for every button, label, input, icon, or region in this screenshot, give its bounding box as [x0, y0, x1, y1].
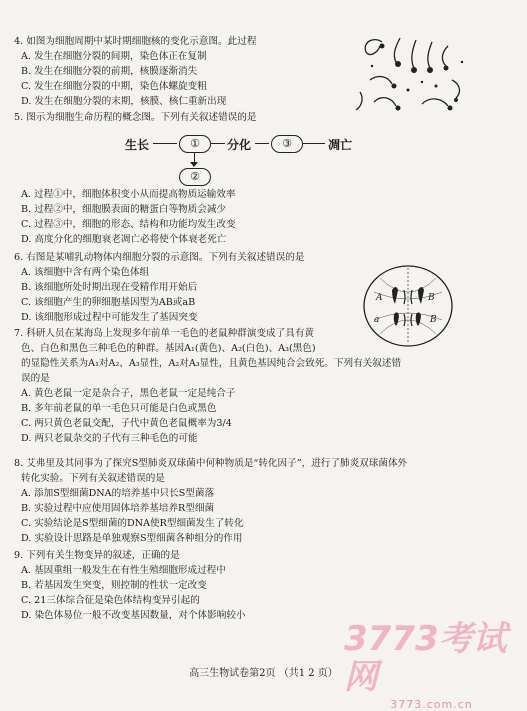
- flow-node-2: ②: [179, 168, 211, 186]
- question-9: [14, 548, 514, 623]
- gene-label-lower-b: B: [430, 315, 437, 325]
- question-7: [14, 326, 514, 446]
- question-9-stem: 9. 下列有关生物变异的叙述，正确的是: [14, 550, 180, 561]
- question-7-option-b: B. 多年前老鼠的单一毛色只可能是白色或黑色: [21, 403, 217, 414]
- question-7-stem-line-4: 误的是: [21, 373, 50, 384]
- question-7-stem-line-2: 色、白色和黑色三种毛色的种群。基因A₁(黄色)、A₂(白色)、A₃(黑色): [21, 343, 316, 354]
- flow-arrow-down-icon: [190, 162, 198, 167]
- flow-start-label: 生长: [125, 138, 150, 152]
- flow-line-1: [153, 143, 177, 144]
- question-9-option-b: B. 若基因发生突变，则控制的性状一定改变: [21, 580, 207, 591]
- flow-line-2: [211, 143, 225, 144]
- gene-label-lower-a: a: [374, 315, 380, 325]
- question-9-option-d: D. 染色体易位一般不改变基因数量，对个体影响较小: [21, 610, 246, 621]
- flow-mid-label: 分化: [227, 138, 252, 152]
- question-7-stem-line-3: 的显隐性关系为A₁对A₂、A₃显性，A₂对A₃显性，且黄色基因纯合会致死。下列有关叙述错: [21, 358, 402, 369]
- question-7-option-a: A. 黄色老鼠一定是杂合子，黑色老鼠一定是纯合子: [21, 388, 236, 399]
- life-process-diagram: [125, 132, 365, 192]
- flow-end-label: 凋亡: [328, 138, 353, 152]
- question-8-option-d: D. 实验设计思路是单独观察S型细菌各种组分的作用: [21, 533, 243, 544]
- question-4-option-a: A. 发生在细胞分裂的间期，染色体正在复制: [21, 51, 207, 62]
- watermark-url: 3773.com.cn: [390, 698, 473, 711]
- question-7-stem-line-1: 7. 科研人员在某海岛上发现多年前单一毛色的老鼠种群演变成了具有黄: [14, 328, 315, 339]
- flow-node-1: ①: [179, 135, 211, 153]
- flow-line-3: [255, 143, 269, 144]
- flow-node-3: ③: [271, 135, 303, 153]
- question-5-options: [14, 187, 514, 247]
- question-5-option-b: B. 过程②中，细胞膜表面的糖蛋白等物质会减少: [21, 204, 227, 215]
- question-8-option-c: C. 实验结论是S型细菌的DNA使R型细菌发生了转化: [21, 518, 244, 529]
- question-9-option-c: C. 21三体综合征是染色体结构变异引起的: [21, 595, 200, 606]
- page-footer: 高三生物试卷第2页 （共1 2 页）: [189, 668, 338, 679]
- question-4-stem: 4. 如图为细胞周期中某时期细胞核的变化示意图。此过程: [14, 36, 257, 47]
- question-8-stem-line-2: 转化实验。下列有关叙述错误的是: [21, 473, 165, 484]
- question-5-option-d: D. 高度分化的细胞衰老凋亡必将使个体衰老死亡: [21, 234, 227, 245]
- question-5: [14, 110, 514, 125]
- question-6-option-a: A. 该细胞中含有两个染色体组: [21, 267, 150, 278]
- question-7-option-d: D. 两只老鼠杂交的子代有三种毛色的可能: [21, 433, 198, 444]
- cell-nucleus-figure: [352, 32, 472, 122]
- question-9-option-a: A. 基因重组一般发生在有性生殖细胞形成过程中: [21, 565, 226, 576]
- question-8-option-b: B. 实验过程中应使用固体培养基培养R型细菌: [21, 503, 215, 514]
- flow-line-4: [303, 143, 325, 144]
- question-5-option-a: A. 过程①中，细胞体积变小从而提高物质运输效率: [21, 189, 236, 200]
- watermark-title: 3773考试网: [344, 619, 507, 697]
- question-4-option-c: C. 发生在细胞分裂的中期，染色体螺旋变粗: [21, 81, 207, 92]
- question-4-option-d: D. 发生在细胞分裂的末期，核膜、核仁重新出现: [21, 96, 227, 107]
- question-6-option-c: C. 该细胞产生的卵细胞基因型为AB或aB: [21, 297, 196, 308]
- question-8-stem-line-1: 8. 艾弗里及其同事为了探究S型肺炎双球菌中何种物质是“转化因子”，进行了肺炎双球菌体外: [14, 458, 408, 469]
- question-6-stem: 6. 右图是某哺乳动物体内细胞分裂的示意图。下列有关叙述错误的是: [14, 252, 305, 263]
- question-8: [14, 456, 514, 546]
- question-5-stem: 5. 图示为细胞生命历程的概念图。下列有关叙述错误的是: [14, 112, 257, 123]
- question-4-option-b: B. 发生在细胞分裂的前期，核膜逐渐消失: [21, 66, 198, 77]
- question-7-option-c: C. 两只黄色老鼠交配，子代中黄色老鼠概率为3/4: [21, 418, 232, 429]
- question-5-option-c: C. 过程③中，细胞的形态、结构和功能均发生改变: [21, 219, 236, 230]
- question-6-option-d: D. 该细胞形成过程中可能发生了基因突变: [21, 312, 198, 323]
- question-6-option-b: B. 该细胞所处时期出现在受精作用开始后: [21, 282, 198, 293]
- gene-label-upper-a: A: [376, 293, 383, 303]
- question-8-option-a: A. 添加S型细菌DNA的培养基中只长S型菌落: [21, 488, 215, 499]
- gene-label-upper-b: B: [428, 293, 435, 303]
